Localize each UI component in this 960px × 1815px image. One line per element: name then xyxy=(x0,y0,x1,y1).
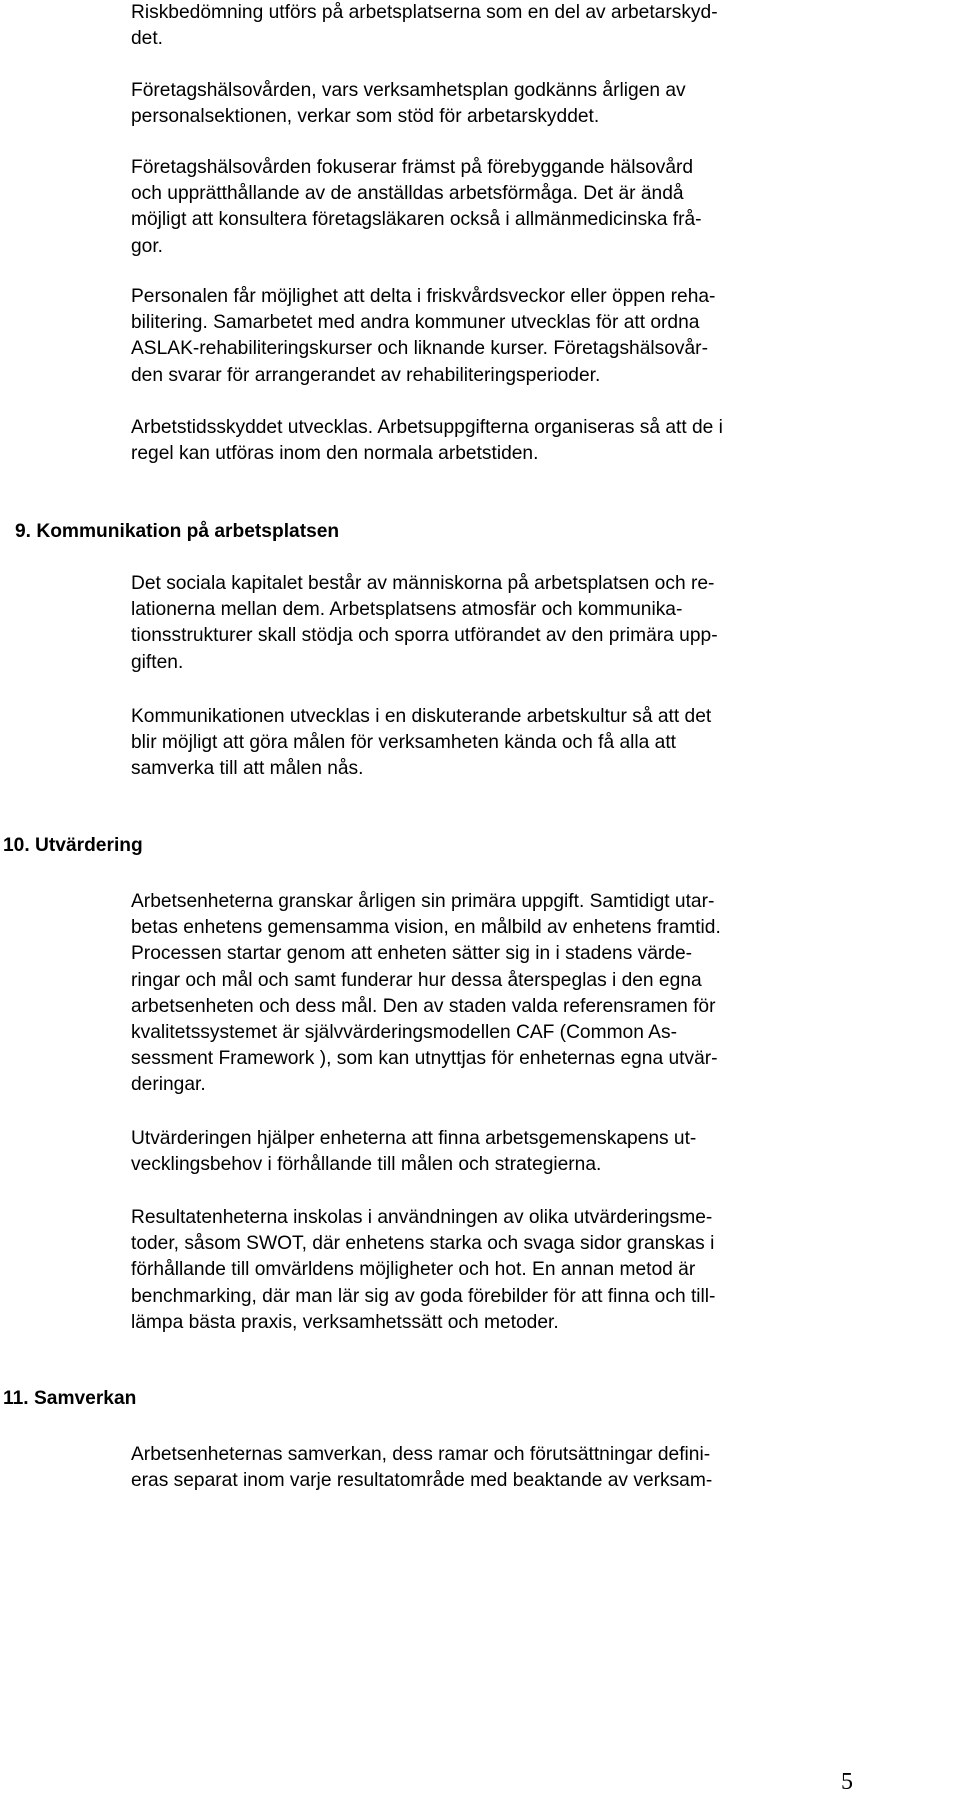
text-line: ringar och mål och samt funderar hur dessa återspeglas i den egna xyxy=(131,969,702,991)
text-line: giften. xyxy=(131,651,184,673)
text-line: personalsektionen, verkar som stöd för arbetarskyddet. xyxy=(131,106,600,128)
text-line: Arbetsenheternas samverkan, dess ramar och förutsättningar defini- xyxy=(131,1444,711,1465)
text-line: bilitering. Samarbetet med andra kommuner utvecklas för att ordna xyxy=(131,312,700,334)
section-title: Kommunikation på arbetsplatsen xyxy=(36,521,340,542)
paragraph-evaluation-methods xyxy=(131,1205,831,1336)
section-number: 11. xyxy=(3,1388,29,1409)
text-line: deringar. xyxy=(131,1074,206,1096)
text-line: blir möjligt att göra målen för verksamheten kända och få alla att xyxy=(131,732,676,754)
paragraph-annual-review xyxy=(131,889,831,1099)
section-10-heading xyxy=(3,833,143,859)
text-line: Personalen får möjlighet att delta i friskvårdsveckor eller öppen reha- xyxy=(131,286,716,307)
text-line: toder, såsom SWOT, där enhetens starka och svaga sidor granskas i xyxy=(131,1233,715,1255)
text-line: förhållande till omvärldens möjligheter och hot. En annan metod är xyxy=(131,1259,696,1281)
text-line: kvalitetssystemet är självvärderingsmodellen CAF (Common As- xyxy=(131,1022,677,1044)
section-number: 10. xyxy=(3,835,30,856)
paragraph-rehabilitation xyxy=(131,284,831,389)
text-line: benchmarking, där man lär sig av goda förebilder för att finna och till- xyxy=(131,1285,716,1307)
text-line: Företagshälsovården fokuserar främst på förebyggande hälsovård xyxy=(131,157,694,178)
text-line: och upprätthållande av de anställdas arbetsförmåga. Det är ändå xyxy=(131,183,684,205)
section-11-heading xyxy=(3,1386,136,1412)
text-line: tionsstrukturer skall stödja och sporra utförandet av den primära upp- xyxy=(131,625,718,647)
text-line: Riskbedömning utförs på arbetsplatserna som en del av arbetarskyd- xyxy=(131,2,718,23)
text-line: det. xyxy=(131,28,164,50)
text-line: den svarar för arrangerandet av rehabiliteringsperioder. xyxy=(131,364,601,386)
text-line: betas enhetens gemensamma vision, en målbild av enhetens framtid. xyxy=(131,917,721,939)
text-line: Utvärderingen hjälper enheterna att finna arbetsgemenskapens ut- xyxy=(131,1128,697,1149)
text-line: lationerna mellan dem. Arbetsplatsens atmosfär och kommunika- xyxy=(131,599,683,621)
section-title: Utvärdering xyxy=(35,835,143,856)
text-line: lämpa bästa praxis, verksamhetssätt och metoder. xyxy=(131,1311,559,1333)
text-line: Kommunikationen utvecklas i en diskuterande arbetskultur så att det xyxy=(131,706,712,727)
text-line: Det sociala kapitalet består av människorna på arbetsplatsen och re- xyxy=(131,573,715,594)
text-line: regel kan utföras inom den normala arbetstiden. xyxy=(131,443,539,465)
text-line: sessment Framework ), som kan utnyttjas för enheternas egna utvär- xyxy=(131,1048,718,1070)
paragraph-social-capital xyxy=(131,571,831,676)
text-line: Arbetstidsskyddet utvecklas. Arbetsuppgifterna organiseras så att de i xyxy=(131,417,723,438)
paragraph-communication xyxy=(131,704,831,783)
paragraph-occupational-health-focus xyxy=(131,155,831,260)
text-line: Resultatenheterna inskolas i användningen av olika utvärderingsme- xyxy=(131,1207,713,1228)
text-line: gor. xyxy=(131,235,164,257)
text-line: vecklingsbehov i förhållande till målen och strategierna. xyxy=(131,1154,602,1176)
page-number: 5 xyxy=(841,1769,853,1795)
section-title: Samverkan xyxy=(33,1388,137,1409)
text-line: Företagshälsovården, vars verksamhetsplan godkänns årligen av xyxy=(131,80,686,101)
section-number: 9. xyxy=(15,521,32,542)
text-line: Processen startar genom att enheten sätter sig in i stadens värde- xyxy=(131,943,693,965)
paragraph-cooperation xyxy=(131,1442,831,1494)
paragraph-occupational-health-plan xyxy=(131,78,831,130)
paragraph-risk-assessment xyxy=(131,0,831,52)
paragraph-working-time xyxy=(131,415,831,467)
text-line: möjligt att konsultera företagsläkaren också i allmänmedicinska frå- xyxy=(131,209,702,231)
section-9-heading xyxy=(15,519,339,545)
text-line: Arbetsenheterna granskar årligen sin primära uppgift. Samtidigt utar- xyxy=(131,891,715,912)
text-line: samverka till att målen nås. xyxy=(131,758,364,780)
paragraph-evaluation-helps xyxy=(131,1126,831,1178)
text-line: ASLAK-rehabiliteringskurser och liknande kurser. Företagshälsovår- xyxy=(131,338,708,360)
text-line: arbetsenheten och dess mål. Den av staden valda referensramen för xyxy=(131,995,716,1017)
text-line: eras separat inom varje resultatområde med beaktande av verksam- xyxy=(131,1470,713,1492)
